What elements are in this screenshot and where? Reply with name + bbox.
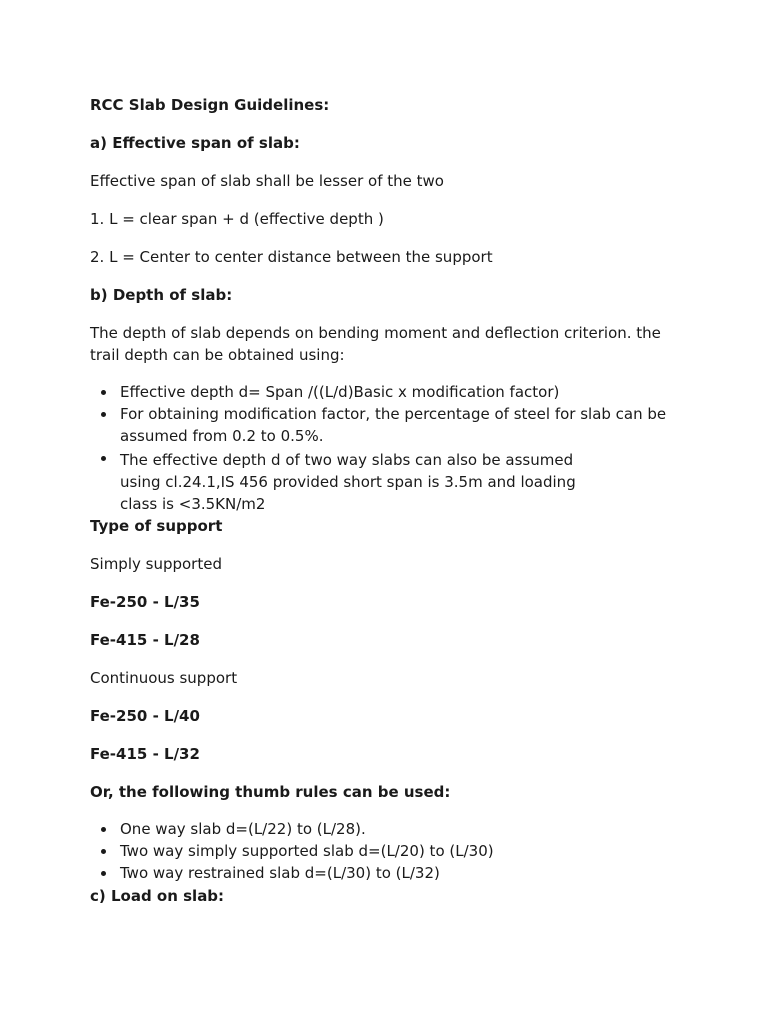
section-a-heading: a) Effective span of slab: [90,134,300,152]
section-b-bullet-2: For obtaining modification factor, the percentage of steel for slab can be assumed from 0.2 to 0.5%. [120,405,667,445]
section-a-intro: Effective span of slab shall be lesser of the two [90,172,444,190]
section-b-bullet-3: The effective depth d of two way slabs can also be assumed using cl.24.1,IS 456 provided short span is 3.5m and loading class is <3.5KN/m2 [120,451,576,513]
section-b-heading: b) Depth of slab: [90,286,233,304]
thumb-rule-3: Two way restrained slab d=(L/30) to (L/32) [120,864,440,882]
continuous-support-label: Continuous support [90,669,238,687]
document-title: RCC Slab Design Guidelines: [90,96,330,114]
simply-fe250-ratio: Fe-250 - L/35 [90,593,200,611]
section-a-item-2: 2. L = Center to center distance between the support [90,248,493,266]
section-a-item-1: 1. L = clear span + d (effective depth ) [90,210,384,228]
continuous-fe250-ratio: Fe-250 - L/40 [90,707,200,725]
section-c-heading: c) Load on slab: [90,887,225,905]
simply-fe415-ratio: Fe-415 - L/28 [90,631,200,649]
bullet-icon [101,456,106,461]
bullet-icon [101,871,106,876]
bullet-icon [101,390,106,395]
continuous-fe415-ratio: Fe-415 - L/32 [90,745,200,763]
bullet-icon [101,827,106,832]
support-heading: Type of support [90,517,223,535]
bullet-icon [101,849,106,854]
thumb-rules-heading: Or, the following thumb rules can be used: [90,783,451,801]
bullet-icon [101,412,106,417]
thumb-rule-2: Two way simply supported slab d=(L/20) to (L/30) [120,842,494,860]
section-b-intro: The depth of slab depends on bending moment and deflection criterion. the trail depth can be obtained using: [90,324,661,364]
thumb-rule-1: One way slab d=(L/22) to (L/28). [120,820,366,838]
simply-supported-label: Simply supported [90,555,222,573]
section-b-bullet-1: Effective depth d= Span /((L/d)Basic x modification factor) [120,383,560,401]
